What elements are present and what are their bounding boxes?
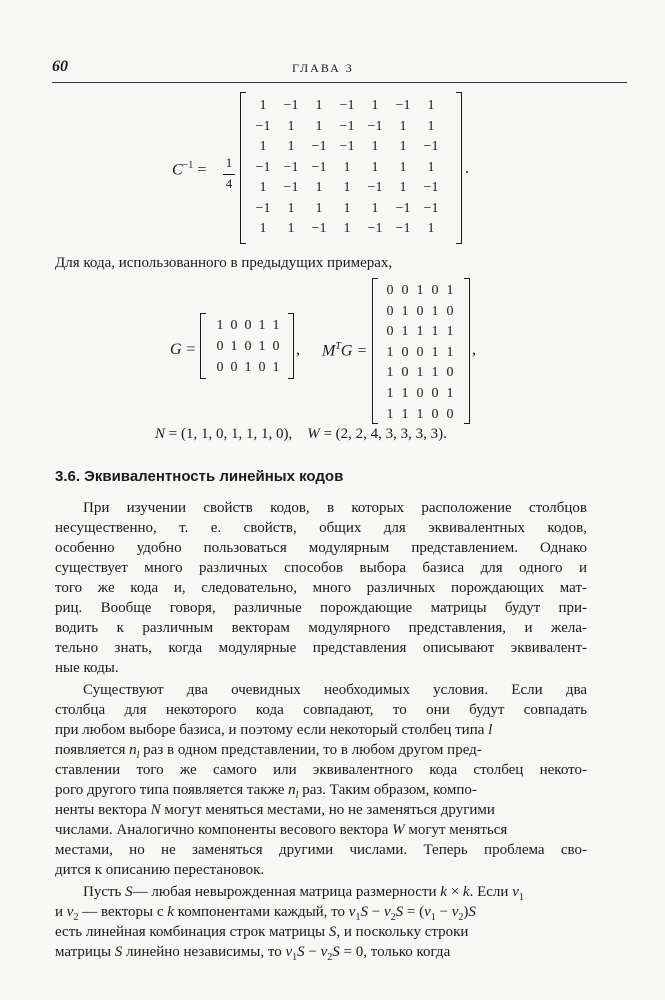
matrix-cell: 1 <box>343 221 351 236</box>
matrix-cell: −1 <box>311 159 327 175</box>
matrix-cell: −1 <box>367 221 383 236</box>
para2-line: Существуют два очевидных необходимых условия. Если два <box>83 682 587 698</box>
matrix-cell: 0 <box>401 344 409 360</box>
matrix-cell: 1 <box>427 221 435 236</box>
para3-line: и $v_2$ — векторы с k компонентами каждый, то $v_1S - v_2S = (v_1 - v_2)S$ <box>55 904 476 923</box>
matrix-cell: 0 <box>416 386 424 401</box>
matrix-cell: 1 <box>399 159 407 175</box>
matrix-cell: 1 <box>244 360 252 375</box>
matrix-cell: 1 <box>287 139 295 154</box>
matrix-cell: −1 <box>395 98 411 113</box>
matrix-cell: 1 <box>399 180 407 195</box>
matrix-cell: 1 <box>431 303 439 319</box>
para2-line: появляется $n_l$ раз в одном представлении, то в любом другом пред- <box>55 742 482 761</box>
matrix-cell: 0 <box>230 360 238 375</box>
matrix-cell: 1 <box>371 200 379 216</box>
matrix-cell: 1 <box>315 118 323 134</box>
matrix-cell: 1 <box>258 339 266 354</box>
matrix-cell: 0 <box>216 339 224 354</box>
matrix-cell: −1 <box>423 180 439 195</box>
matrix-cell: 1 <box>446 344 454 360</box>
matrix-cell: 0 <box>431 283 439 298</box>
page-number: 60 <box>52 58 68 75</box>
matrix-cell: −1 <box>283 159 299 175</box>
matrix-cell: 0 <box>386 324 394 340</box>
para2-line: числами. Аналогично компоненты весового вектора W могут меняться <box>55 822 508 838</box>
matrix-cell: 1 <box>416 406 424 422</box>
para2-line: при любом выборе базиса, и поэтому если некоторый столбец типа l <box>55 722 493 738</box>
matrix-cell: 0 <box>446 406 454 422</box>
matrix-cell: 1 <box>446 324 454 340</box>
matrix-cell: 1 <box>272 318 280 333</box>
matrix-cell: −1 <box>311 139 327 154</box>
para1-line: риц. Вообще говоря, различные порождающие матрицы будут при- <box>55 600 587 616</box>
matrix-cell: 0 <box>272 339 280 354</box>
matrix-cell: 1 <box>386 386 394 401</box>
matrix-cell: 0 <box>401 283 409 298</box>
matrix-cell: 1 <box>427 159 435 175</box>
matrix-cell: 1 <box>386 344 394 360</box>
matrix-cell: 1 <box>315 180 323 195</box>
para1-line: особенно удобно пользоваться модулярным представлением. Однако <box>55 540 587 556</box>
para2-line: ставлении того же самого или эквивалентного кода столбец некото- <box>55 762 587 778</box>
g-separator: , <box>296 341 300 358</box>
para1-line: того же кода и, следовательно, много различных порождающих мат- <box>55 580 587 596</box>
para2-line: дится к описанию перестановок. <box>55 862 265 878</box>
matrix-cell: −1 <box>255 159 271 175</box>
matrix-cell: 1 <box>446 283 454 298</box>
para1-line: существует много различных способов выбора базиса для одного и <box>55 560 587 576</box>
matrix-cell: 1 <box>258 318 266 333</box>
matrix-cell: 0 <box>386 303 394 319</box>
header-rule <box>52 82 627 83</box>
para3-line: есть линейная комбинация строк матрицы S, и поскольку строки <box>55 924 469 940</box>
matrix-cell: 1 <box>416 283 424 298</box>
matrix-cell: 1 <box>431 365 439 381</box>
para3-line: матрицы S линейно независимы, то $v_1S - v_2S = 0$, только когда <box>55 944 451 963</box>
g-label: G = <box>170 341 197 358</box>
section-title: 3.6. Эквивалентность линейных кодов <box>55 468 344 485</box>
matrix-cell: −1 <box>423 139 439 154</box>
n-w-vectors: N = (1, 1, 0, 1, 1, 1, 0), W = (2, 2, 4, 3, 3, 3, 3). <box>155 426 447 442</box>
para1-line: При изучении свойств кодов, в которых расположение столбцов <box>83 500 587 516</box>
chapter-title: ГЛАВА 3 <box>292 61 354 75</box>
matrix-cell: 1 <box>216 318 224 333</box>
matrix-row <box>200 356 294 380</box>
mtg-comma: , <box>472 341 476 358</box>
matrix-cell: 0 <box>230 318 238 333</box>
matrix-cell: −1 <box>339 118 355 134</box>
matrix-row <box>372 403 470 427</box>
matrix-cell: 1 <box>259 98 267 113</box>
matrix-cell: 1 <box>416 324 424 340</box>
matrix-cell: 1 <box>401 324 409 340</box>
matrix-cell: −1 <box>283 98 299 113</box>
matrix-cell: 1 <box>371 159 379 175</box>
matrix-row <box>240 217 462 241</box>
matrix-cell: 1 <box>446 386 454 401</box>
matrix-cell: 0 <box>244 339 252 354</box>
matrix-cell: 1 <box>401 303 409 319</box>
matrix-cell: 1 <box>416 365 424 381</box>
matrix-cell: −1 <box>311 221 327 236</box>
matrix-cell: 1 <box>259 221 267 236</box>
matrix-cell: −1 <box>283 180 299 195</box>
matrix-cell: −1 <box>395 221 411 236</box>
matrix-cell: 1 <box>401 386 409 401</box>
matrix-cell: 1 <box>230 339 238 354</box>
matrix-cell: −1 <box>395 200 411 216</box>
matrix-cell: 1 <box>401 406 409 422</box>
para1-line: ные коды. <box>55 660 119 676</box>
frac-denominator: 4 <box>225 176 233 191</box>
frac-numerator: 1 <box>225 155 233 170</box>
intro-line: Для кода, использованного в предыдущих примерах, <box>55 255 393 271</box>
matrix-cell: 0 <box>431 406 439 422</box>
para2-line: столбца для некоторого кода совпадают, то они будут совпадать <box>55 702 587 718</box>
g-matrix <box>200 313 294 379</box>
matrix-cell: 1 <box>427 118 435 134</box>
matrix-cell: 1 <box>343 180 351 195</box>
para1-line: водить к различным векторам модулярного представления, и жела- <box>55 620 587 636</box>
cinv-label: $C^{-1}$ = <box>172 160 207 179</box>
para3-line: Пусть S— любая невырожденная матрица размерности k × k. Если $v_1$ <box>83 884 524 903</box>
matrix-cell: 1 <box>343 200 351 216</box>
cinv-matrix <box>240 92 462 244</box>
matrix-cell: 1 <box>399 139 407 154</box>
matrix-cell: 1 <box>431 344 439 360</box>
matrix-cell: 0 <box>416 303 424 319</box>
matrix-cell: −1 <box>255 118 271 134</box>
mtg-label: $M^TG$ = <box>322 341 368 360</box>
matrix-cell: 1 <box>259 180 267 195</box>
matrix-cell: −1 <box>339 139 355 154</box>
matrix-cell: 0 <box>216 360 224 375</box>
matrix-cell: 1 <box>315 200 323 216</box>
matrix-cell: 1 <box>315 98 323 113</box>
matrix-cell: 0 <box>416 344 424 360</box>
matrix-cell: 1 <box>287 221 295 236</box>
matrix-cell: 0 <box>244 318 252 333</box>
matrix-cell: 1 <box>431 324 439 340</box>
matrix-cell: −1 <box>423 200 439 216</box>
matrix-cell: 1 <box>272 360 280 375</box>
matrix-cell: 0 <box>258 360 266 375</box>
matrix-cell: 1 <box>259 139 267 154</box>
para2-line: ненты вектора N могут меняться местами, но не заменяться другими <box>55 802 495 818</box>
matrix-cell: 1 <box>386 365 394 381</box>
matrix-cell: 0 <box>431 386 439 401</box>
matrix-cell: 0 <box>446 365 454 381</box>
para2-line: рого другого типа появляется также $n_l$ раз. Таким образом, компо- <box>55 782 477 801</box>
matrix-cell: −1 <box>367 118 383 134</box>
matrix-cell: 0 <box>446 303 454 319</box>
matrix-cell: 1 <box>287 200 295 216</box>
para1-line: несущественно, т. е. свойств, общих для эквивалентных кодов, <box>55 520 587 536</box>
matrix-cell: 1 <box>371 98 379 113</box>
para1-line: тельно знать, когда модулярные представления описывают эквивалент- <box>55 640 587 656</box>
frac-bar <box>223 174 235 175</box>
cinv-period: . <box>465 160 469 177</box>
matrix-cell: −1 <box>255 200 271 216</box>
para2-line: местами, но не заменяться другими числами. Теперь проблема сво- <box>55 842 587 858</box>
matrix-cell: 0 <box>401 365 409 381</box>
matrix-cell: 1 <box>427 98 435 113</box>
mtg-matrix <box>372 278 470 424</box>
matrix-cell: 1 <box>386 406 394 422</box>
matrix-cell: 1 <box>399 118 407 134</box>
matrix-cell: 0 <box>386 283 394 298</box>
matrix-cell: −1 <box>367 180 383 195</box>
matrix-cell: −1 <box>339 98 355 113</box>
matrix-cell: 1 <box>287 118 295 134</box>
matrix-cell: 1 <box>371 139 379 154</box>
matrix-cell: 1 <box>343 159 351 175</box>
